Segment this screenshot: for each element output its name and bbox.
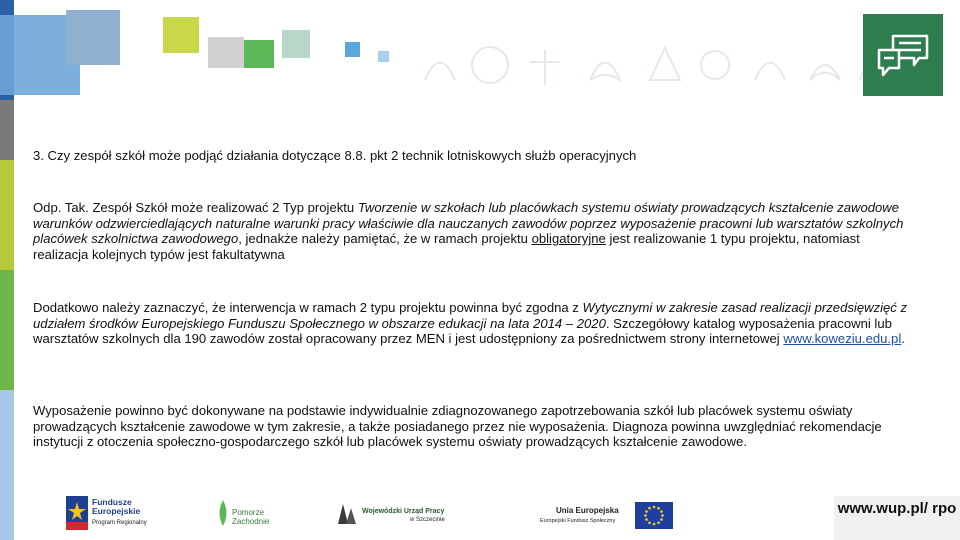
pomorze-leaf-icon (216, 498, 230, 528)
additional-paragraph (33, 300, 913, 347)
unia-europejska-logo (540, 494, 675, 532)
answer-lead: Odp. Tak. Zespół Szkół może realizować 2 Typ projektu (33, 200, 358, 215)
deco-square (163, 17, 199, 53)
project-type-title: Tworzenie w szkołach lub placówkach systemu oświaty prowadzących kształcenie zawodowe warunków odzwierciedlających naturalne warunki pracy właściwie dla nauczanych zawodów poprzez wyposażenie pracowni lub warsztatów szkolnych placówek szkolnictwa zawodowego (33, 200, 904, 247)
question-text: 3. Czy zespół szkół może podjąć działania dotyczące 8.8. pkt 2 technik lotniskowych służb operacyjnych (33, 148, 637, 163)
speech-bubbles-icon-box (863, 14, 943, 96)
fe-star-icon (66, 496, 88, 530)
leaf-icon (590, 63, 620, 81)
eu-flag-icon (635, 502, 673, 529)
answer-continuation: , jednakże należy pamiętać, że w ramach projektu (238, 231, 532, 247)
deco-square (244, 40, 274, 68)
wup-rpo-link[interactable] (834, 496, 960, 540)
deco-square (208, 37, 244, 68)
pomorze-zachodnie-logo (216, 494, 286, 532)
speech-bubbles-icon (863, 14, 943, 96)
left-strip-lightblue (0, 390, 14, 540)
leaf-icon (755, 63, 785, 81)
deco-square (345, 42, 360, 57)
background-icons (415, 40, 885, 90)
wup-line2: w Szczecinie (410, 517, 445, 523)
deco-square (378, 51, 389, 62)
answer-paragraph (33, 200, 913, 262)
fundusze-europejskie-logo (66, 494, 166, 532)
wup-szczecin-logo (336, 494, 486, 532)
equipment-paragraph: Wyposażenie powinno być dokonywane na podstawie indywidualnie zdiagnozowanego zapotrzebowania szkół lub placówek systemu oświaty prowadzących kształcenie zawodowe w tym zakresie, a także posiadanego przez nie wyposażenia. Diagnoza powinna uwzględniać rekomendacje instytucji z otoczenia społeczno-gospodarczego szkół lub placówek systemu oświaty prowadzących kształcenie zawodowe. (33, 403, 882, 450)
fe-line1: Fundusze (92, 497, 132, 507)
sun-icon (701, 51, 729, 79)
windmill-icon (530, 50, 560, 85)
left-strip-lime (0, 160, 14, 270)
answer-end: jest realizowanie 1 typu projektu, natomiast realizacja kolejnych typów jest fakultatywna (33, 231, 860, 262)
pomorze-line1: Pomorze (232, 508, 265, 517)
guidelines-title: Wytycznymi w zakresie zasad realizacji przedsięwzięć z udziałem środków Europejskiego Funduszu Społecznego w obszarze edukacji na lata 2014 – 2020 (33, 300, 908, 331)
fe-line2: Europejskie (92, 506, 141, 516)
left-strip-green (0, 270, 14, 390)
tree-icon (650, 48, 680, 80)
plant-icon (810, 65, 840, 80)
obligatory-word: obligatoryjne (531, 231, 606, 247)
wup-line1: Wojewódzki Urząd Pracy (362, 508, 445, 515)
wup-emblem-icon (336, 500, 358, 526)
fe-line3: Program Regionalny (92, 520, 147, 526)
leaf-icon (425, 63, 455, 81)
additional-mid: . Szczegółowy katalog wyposażenia pracowni lub warsztatów szkolnych dla 190 zawodów został opracowany przez MEN i jest udostępniony za pośrednictwem strony internetowej (33, 315, 892, 347)
left-strip-gray (0, 100, 14, 160)
additional-lead: Dodatkowo należy zaznaczyć, że interwencja w ramach 2 typu projektu powinna być zgodna z (33, 300, 583, 315)
site-text: www.wup.pl/ rpo (837, 500, 957, 517)
deco-square (66, 10, 120, 65)
deco-square (282, 30, 310, 58)
pomorze-line2: Zachodnie (232, 517, 270, 526)
globe-icon (472, 47, 508, 83)
ue-line1: Unia Europejska (556, 506, 619, 515)
additional-end: . (901, 331, 905, 347)
ue-line2: Europejski Fundusz Społeczny (540, 518, 616, 524)
koweziu-link[interactable]: www.koweziu.edu.pl (783, 331, 902, 347)
